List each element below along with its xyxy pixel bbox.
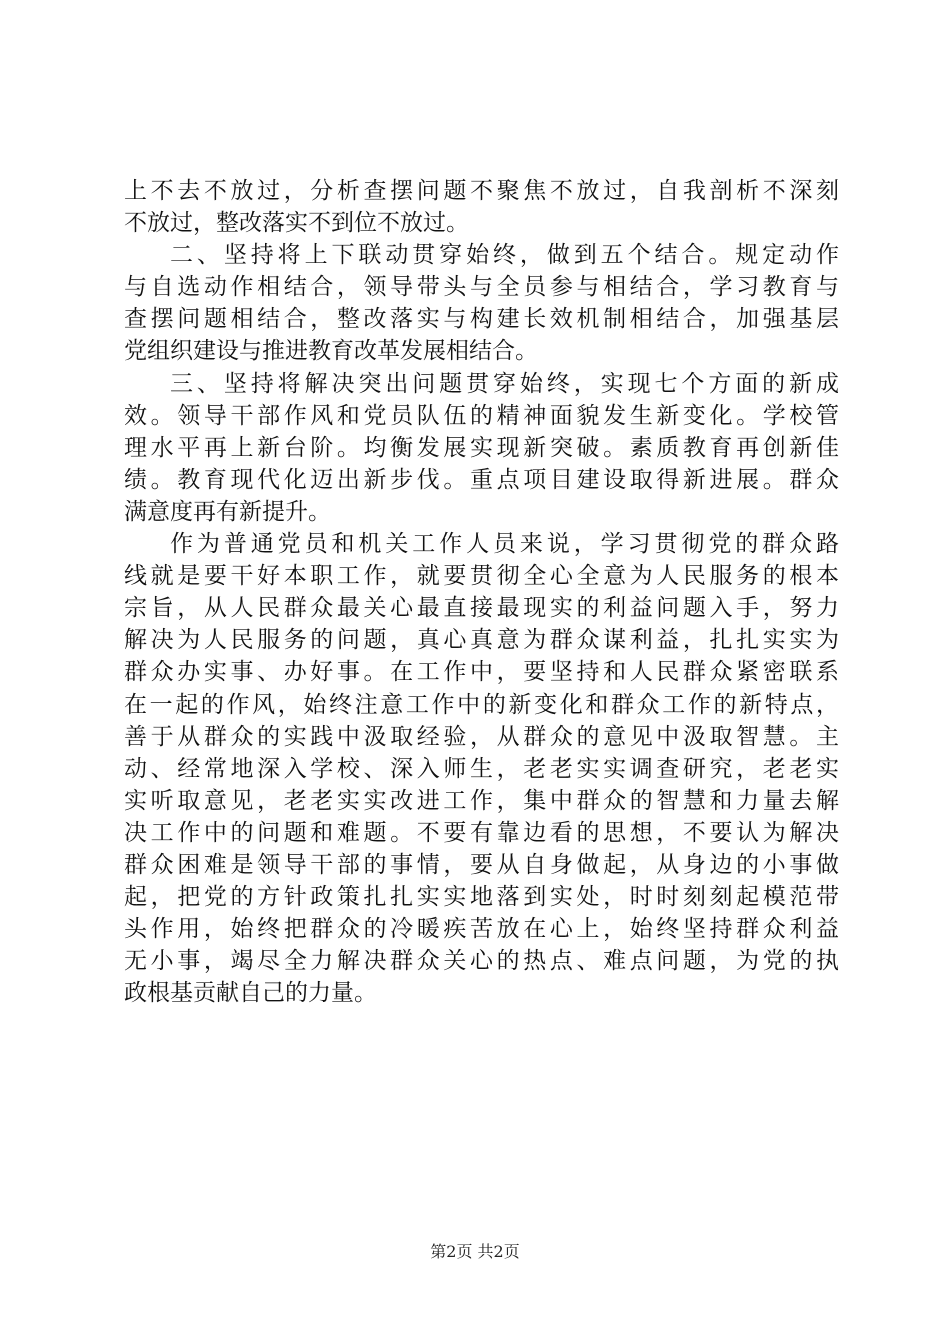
body-line: 三、坚持将解决突出问题贯穿始终，实现七个方面的新成 — [170, 370, 839, 397]
body-line: 政根基贡献自己的力量。 — [124, 980, 377, 1007]
body-line: 无小事，竭尽全力解决群众关心的热点、难点问题，为党的执 — [124, 948, 839, 975]
body-line: 动、经常地深入学校、深入师生，老老实实调查研究，老老实 — [124, 755, 839, 782]
body-line: 起，把党的方针政策扎扎实实地落到实处，时时刻刻起模范带 — [124, 884, 839, 911]
body-line: 与自选动作相结合，领导带头与全员参与相结合，学习教育与 — [124, 274, 839, 301]
body-line: 理水平再上新台阶。均衡发展实现新突破。素质教育再创新佳 — [124, 434, 839, 461]
page-footer: 第2页 共2页 — [430, 1242, 520, 1261]
body-line: 群众办实事、办好事。在工作中，要坚持和人民群众紧密联系 — [124, 659, 839, 686]
body-line: 二、坚持将上下联动贯穿始终，做到五个结合。规定动作 — [170, 242, 839, 269]
body-line: 满意度再有新提升。 — [124, 498, 331, 525]
body-line: 上不去不放过，分析查摆问题不聚焦不放过，自我剖析不深刻 — [124, 178, 839, 204]
body-line: 线就是要干好本职工作，就要贯彻全心全意为人民服务的根本 — [124, 563, 839, 590]
body-line: 解决为人民服务的问题，真心真意为群众谋利益，扎扎实实为 — [124, 627, 839, 654]
body-line: 宗旨，从人民群众最关心最直接最现实的利益问题入手，努力 — [124, 595, 839, 622]
body-line: 群众困难是领导干部的事情，要从自身做起，从身边的小事做 — [124, 851, 839, 878]
body-line: 在一起的作风，始终注意工作中的新变化和群众工作的新特点， — [124, 691, 839, 718]
body-line: 决工作中的问题和难题。不要有靠边看的思想，不要认为解决 — [124, 819, 839, 846]
body-line: 作为普通党员和机关工作人员来说，学习贯彻党的群众路 — [170, 531, 839, 558]
body-line: 效。领导干部作风和党员队伍的精神面貌发生新变化。学校管 — [124, 402, 839, 429]
body-line: 实听取意见，老老实实改进工作，集中群众的智慧和力量去解 — [124, 787, 839, 814]
body-line: 头作用，始终把群众的冷暖疾苦放在心上，始终坚持群众利益 — [124, 916, 839, 943]
body-line: 不放过，整改落实不到位不放过。 — [124, 210, 469, 237]
body-line: 党组织建设与推进教育改革发展相结合。 — [124, 338, 538, 365]
body-line: 绩。教育现代化迈出新步伐。重点项目建设取得新进展。群众 — [124, 466, 839, 493]
body-line: 查摆问题相结合，整改落实与构建长效机制相结合，加强基层 — [124, 306, 839, 333]
document-body — [124, 175, 839, 1009]
body-line: 善于从群众的实践中汲取经验，从群众的意见中汲取智慧。主 — [124, 723, 839, 750]
